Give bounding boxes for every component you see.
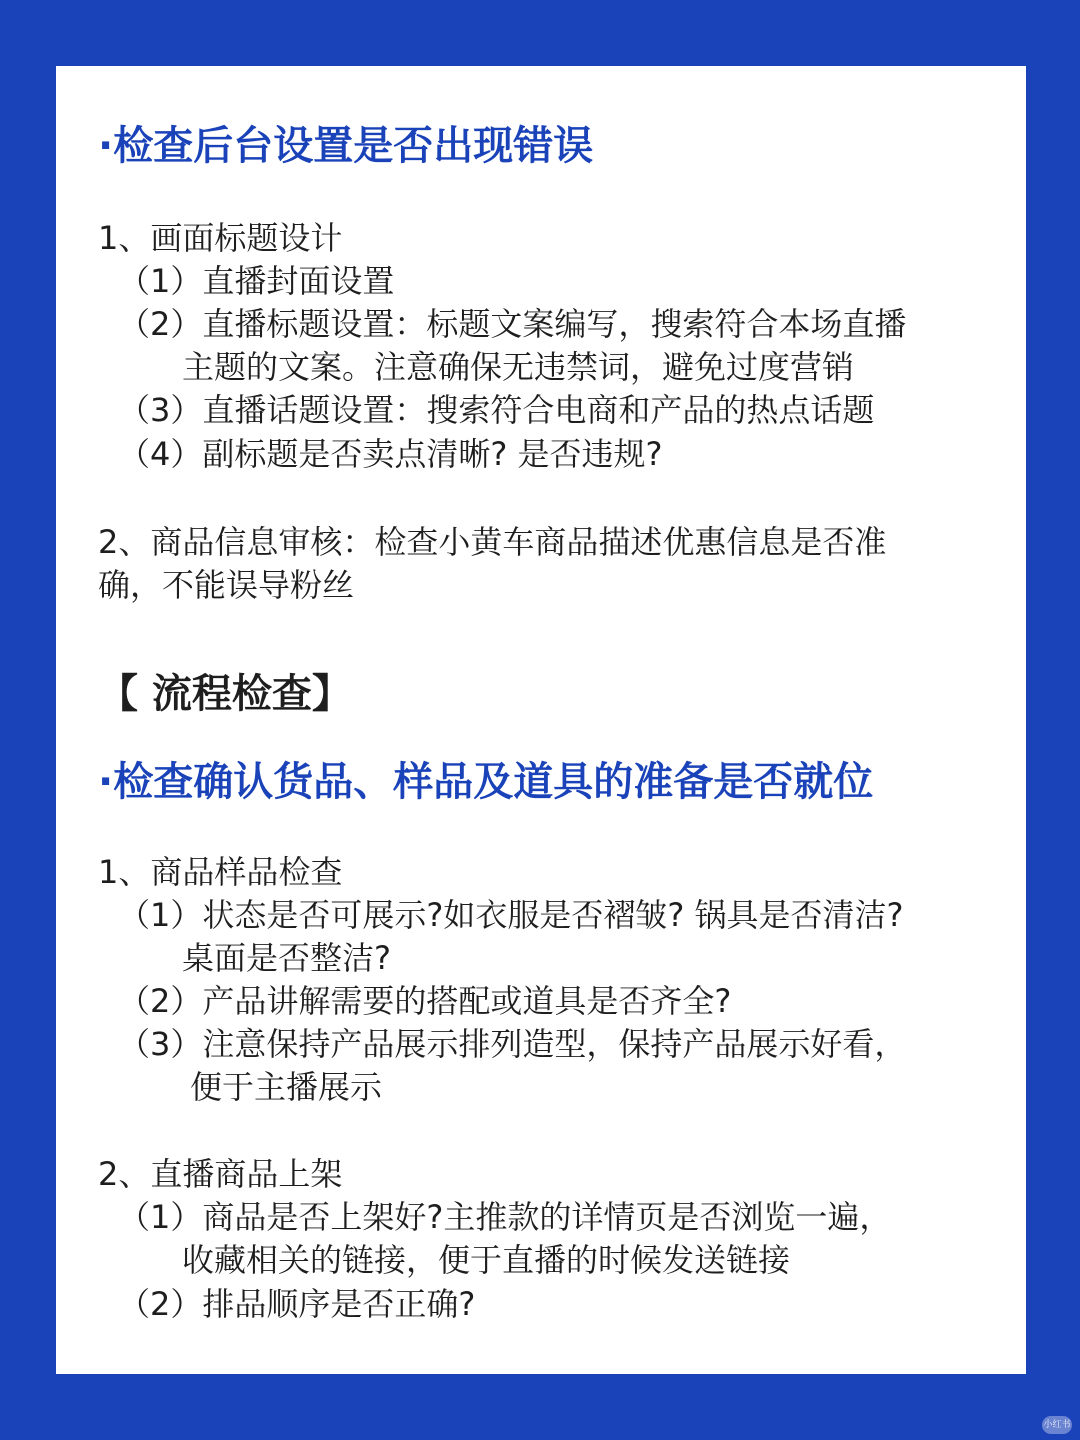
section2-item2-title: 2、直播商品上架 [98, 1155, 343, 1193]
section2-item1-sub1: （1）状态是否可展示?如衣服是否褶皱? 锅具是否清洁? [118, 896, 904, 934]
section1-item1-title: 1、画面标题设计 [98, 219, 343, 257]
section1-item2-line2: 确，不能误导粉丝 [98, 566, 355, 604]
section1-item1-sub2-cont: 主题的文案。注意确保无违禁词，避免过度营销 [182, 348, 855, 386]
section1-item1-sub4: （4）副标题是否卖点清晰? 是否违规? [118, 435, 663, 473]
section2-bracket-title: 【 流程检查】 [98, 671, 352, 717]
section2-item2-sub1: （1）商品是否上架好?主推款的详情页是否浏览一遍， [118, 1198, 892, 1236]
section1-item1-sub1: （1）直播封面设置 [118, 262, 395, 300]
section2-item1-sub3: （3）注意保持产品展示排列造型，保持产品展示好看， [118, 1025, 907, 1063]
section1-item1-sub3: （3）直播话题设置：搜索符合电商和产品的热点话题 [118, 391, 875, 429]
section2-item1-sub2: （2）产品讲解需要的搭配或道具是否齐全? [118, 982, 732, 1020]
section1-item2-line1: 2、商品信息审核：检查小黄车商品描述优惠信息是否准 [98, 523, 887, 561]
section1-heading: ·检查后台设置是否出现错误 [98, 123, 594, 169]
section2-item1-title: 1、商品样品检查 [98, 853, 343, 891]
section2-item2-sub2: （2）排品顺序是否正确? [118, 1285, 476, 1323]
section2-item1-sub3-cont: 便于主播展示 [190, 1068, 383, 1106]
section2-heading: ·检查确认货品、样品及道具的准备是否就位 [98, 759, 874, 805]
content-card [56, 66, 1026, 1374]
section2-item2-sub1-cont: 收藏相关的链接，便于直播的时候发送链接 [182, 1241, 791, 1279]
section2-item1-sub1-cont: 桌面是否整洁? [182, 939, 391, 977]
watermark-logo: 小红书 [1042, 1416, 1072, 1434]
section1-item1-sub2: （2）直播标题设置：标题文案编写，搜索符合本场直播 [118, 305, 907, 343]
